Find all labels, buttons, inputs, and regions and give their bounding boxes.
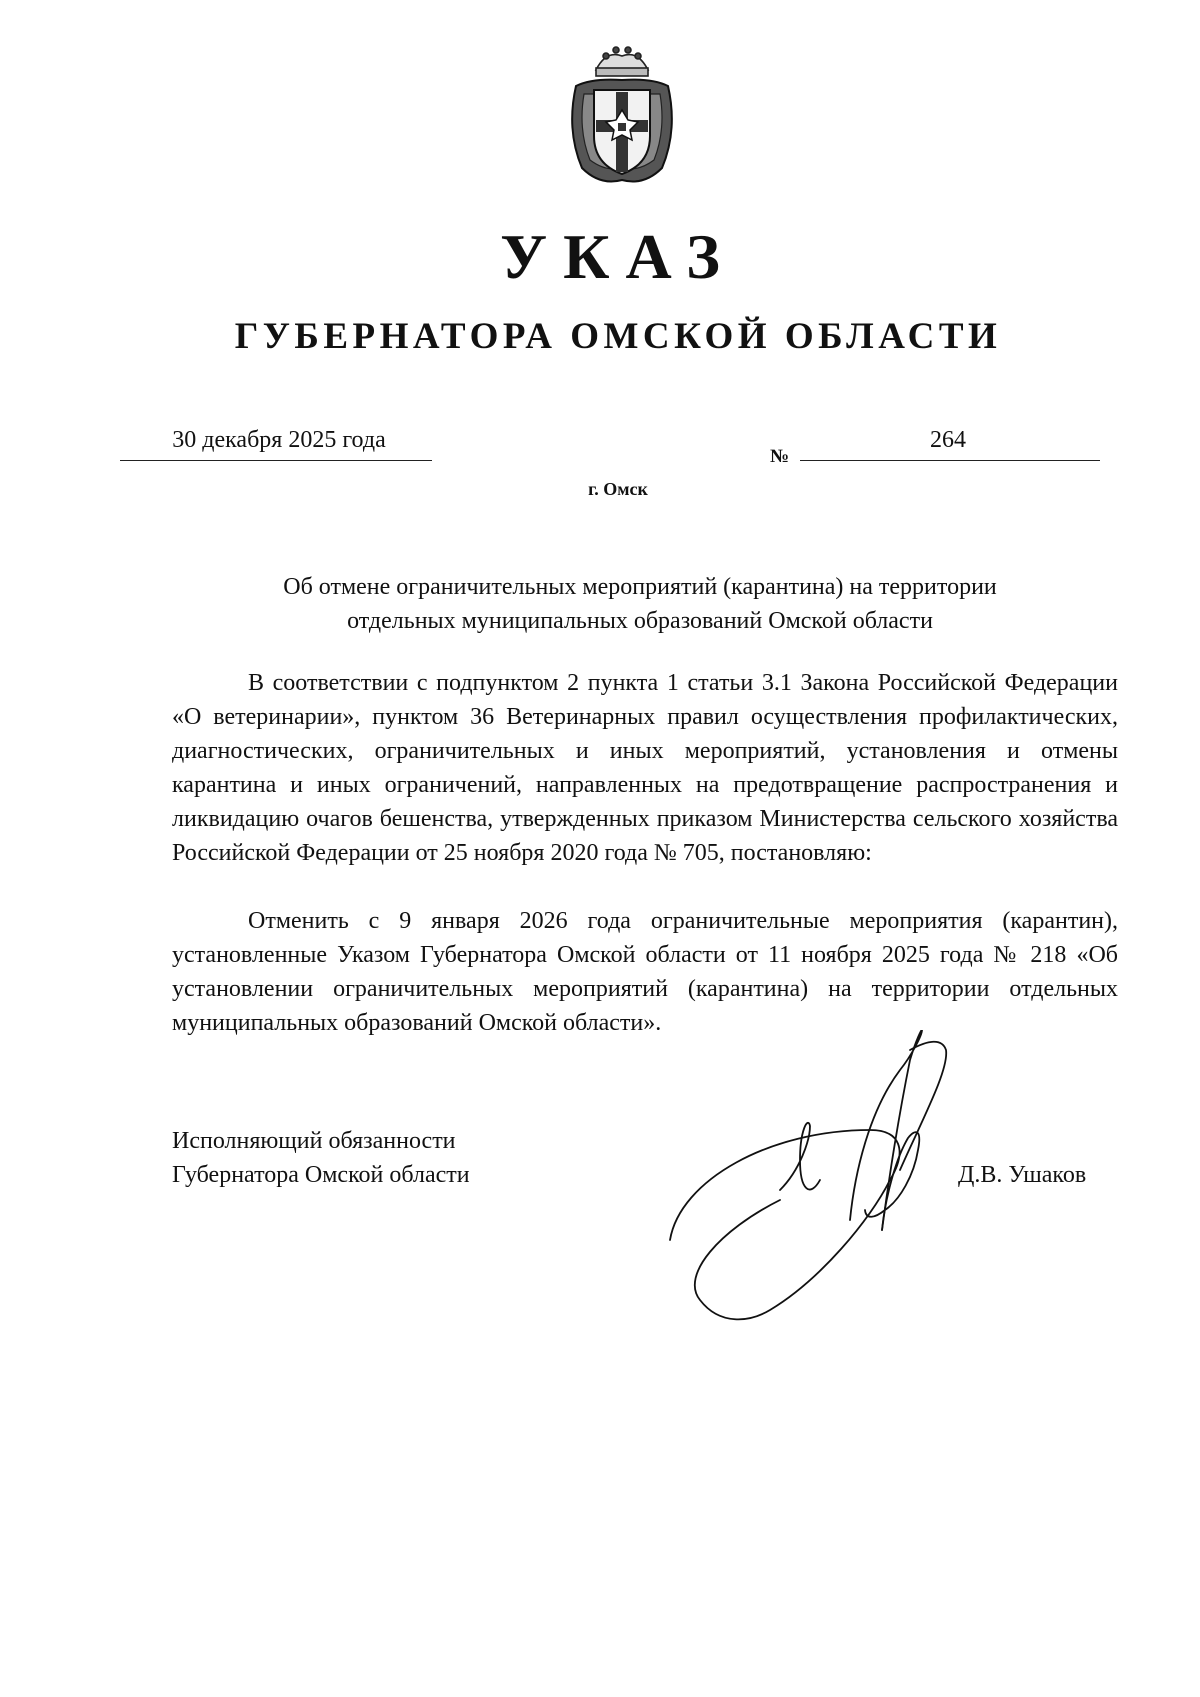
document-city: г. Омск	[588, 479, 648, 499]
omsk-coat-of-arms-icon	[556, 40, 688, 190]
heading-line: Об отмене ограничительных мероприятий (карантина) на территории	[283, 574, 997, 600]
document-heading	[160, 570, 1120, 638]
document-title: УКАЗ	[500, 221, 736, 292]
heading-line: отдельных муниципальных образований Омской области	[347, 608, 933, 634]
body-paragraph: В соответствии с подпунктом 2 пункта 1 статьи 3.1 Закона Российской Федерации «О ветеринарии», пунктом 36 Ветеринарных правил осуществления профилактических, диагностических, ограничительных и иных мероприятий, установления и отмены карантина и иных ограничений, направленных на предотвращение распространения и ликвидацию очагов бешенства, утвержденных приказом Министерства сельского хозяйства Российской Федерации от 25 ноября 2020 года № 705, постановляю:	[172, 670, 1118, 866]
signer-position-line: Исполняющий обязанности	[172, 1128, 456, 1154]
signer-position-line: Губернатора Омской области	[172, 1162, 470, 1188]
document-date: 30 декабря 2025 года	[172, 427, 386, 453]
number-underline	[800, 460, 1100, 461]
signer-name: Д.В. Ушаков	[958, 1162, 1087, 1188]
number-sign: №	[770, 446, 790, 467]
document-number: 264	[930, 427, 966, 453]
document-subtitle: ГУБЕРНАТОРА ОМСКОЙ ОБЛАСТИ	[234, 316, 1002, 357]
date-underline	[120, 460, 432, 461]
body-paragraph: Отменить с 9 января 2026 года ограничительные мероприятия (карантин), установленные Указом Губернатора Омской области от 11 ноября 2025 года № 218 «Об установлении ограничительных мероприятий (карантина) на территории отдельных муниципальных образований Омской области».	[172, 908, 1118, 1036]
signer-position	[172, 1124, 470, 1192]
